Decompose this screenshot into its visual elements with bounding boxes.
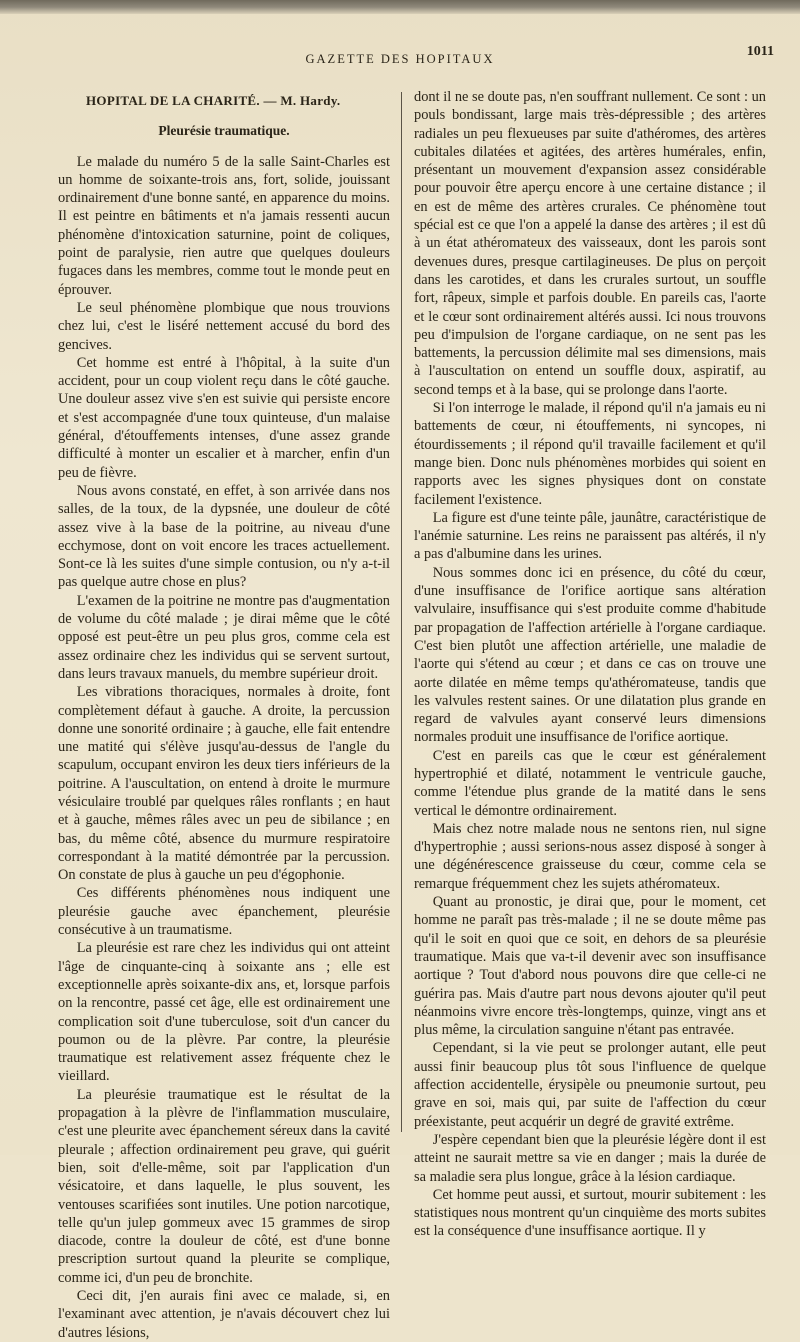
column-divider (401, 92, 402, 1132)
running-head: GAZETTE DES HOPITAUX (305, 52, 495, 66)
right-column (414, 88, 766, 1241)
paragraph: Les vibrations thoraciques, normales à droite, font complètement défaut à gauche. A droite, la percussion donne une sonorité ordinaire ; à gauche, elle fait entendre une matité qui s'élève jusqu'au-dessus de l'angle du scapulum, occupant environ les deux tiers inférieurs de la poitrine. A l'auscultation, on entend à droite le murmure vésiculaire troublé par quelques râles ronflants ; en haut et à gauche, mêmes râles avec un peu de sibilance ; en bas, du même côté, absence du murmure respiratoire correspondant à la matité démontrée par la percussion. On constate de plus à gauche un peu d'égophonie. (58, 684, 390, 884)
paragraph: Ceci dit, j'en aurais fini avec ce malade, si, en l'examinant avec attention, je n'avais découvert chez lui d'autres lésions, (58, 1288, 390, 1341)
page-number: 1011 (746, 44, 774, 59)
paragraph: J'espère cependant bien que la pleurésie légère dont il est atteint ne saurait mettre sa vie en danger ; mais la durée de sa maladie sera plus longue, grâce à la lésion cardiaque. (414, 1131, 766, 1185)
paragraph: Cependant, si la vie peut se prolonger autant, elle peut aussi finir beaucoup plus tôt sous l'influence de quelque affection accidentelle, érysipèle ou pneumonie surtout, peu grave en soi, mais qui, par suite de l'affection du cœur préexistante, peut acquérir un degré de gravité extrême. (414, 1040, 766, 1130)
paragraph: Le seul phénomène plombique que nous trouvions chez lui, c'est le liséré nettement accusé du bord des gencives. (58, 299, 390, 353)
paragraph: Nous avons constaté, en effet, à son arrivée dans nos salles, de la toux, de la dypsnée, une douleur de côté assez vive à la base de la poitrine, au niveau d'une ecchymose, dont on voit encore les traces actuellement. Sont-ce là les suites d'une simple contusion, ou n'y a-t-il pas quelque autre chose en plus? (58, 482, 390, 591)
paragraph: dont il ne se doute pas, n'en souffrant nullement. Ce sont : un pouls bondissant, large mais très-dépressible ; des artères radiales un peu flexueuses par suite d'athéromes, des artères cubitales dilatées et agitées, des artères humérales, enfin, présentant un mouvement d'expansion assez considérable pour pouvoir être aperçu encore à une certaine distance ; il en est de même des artères crurales. Ce phénomène tout spécial est ce que l'on a appelé la danse des artères ; il est dû à un état athéromateux des vaisseaux, dont les parois sont devenues dures, presque cartilagineuses. De plus on perçoit dans les carotides, et dans les crurales surtout, un souffle fort, râpeux, simple et parfois double. En pareils cas, l'aorte et le cœur sont ordinairement altérés aussi. Ici nous trouvons peu d'impulsion de l'organe cardiaque, on ne sent pas les battements, la percussion délimite mal ses dimensions, mais à l'auscultation on entend un souffle doux, aspiratif, au second temps et à la base, qui se prolonge dans l'aorte. (414, 89, 766, 398)
paragraph: C'est en pareils cas que le cœur est généralement hypertrophié et dilaté, notamment le ventricule gauche, comme l'étendue plus grande de la matité dans le sens vertical le démontre ordinairement. (414, 747, 766, 819)
paragraph: Cet homme peut aussi, et surtout, mourir subitement : les statistiques nous montrent qu'un cinquième des morts subites est la conséquence d'une insuffisance aortique. Il y (414, 1186, 766, 1240)
paragraph: Ces différents phénomènes nous indiquent une pleurésie gauche avec épanchement, pleurésie consécutive à un traumatisme. (58, 885, 390, 939)
left-column (58, 88, 390, 1342)
paragraph: Mais chez notre malade nous ne sentons rien, nul signe d'hypertrophie ; aussi serions-nous assez disposé à songer à une dégénérescence graisseuse du cœur, comme cela se remarque fréquemment chez les sujets athéromateux. (414, 820, 766, 892)
paragraph: La pleurésie traumatique est le résultat de la propagation à la plèvre de l'inflammation musculaire, c'est une pleurite avec épanchement séreux dans la cavité pleurale ; affection ordinairement peu grave, qui guérit bien, soit d'elle-même, soit par l'application d'un vésicatoire, et dans laquelle, le plus souvent, les ventouses scarifiées sont inutiles. Une potion narcotique, telle qu'un julep gommeux avec 15 grammes de sirop diacode, contre la douleur de côté, est d'une bonne prescription surtout quand la pleurite se complique, comme ici, d'un peu de bronchite. (58, 1086, 390, 1286)
paragraph: Nous sommes donc ici en présence, du côté du cœur, d'une insuffisance de l'orifice aortique sans altération valvulaire, insuffisance qui s'est produite comme d'habitude par propagation de l'affection artérielle à l'organe cardiaque. C'est bien plutôt une affection artérielle, une maladie de l'aorte qui s'étend au cœur ; et dans ce cas on trouve une aorte dilatée en même temps qu'athéromateuse, tandis que les valvules restent saines. Or une dilatation plus grande en regard de valvules ayant conservé leurs dimensions normales produit une insuffisance de l'orifice aortique. (414, 564, 766, 746)
paragraph: La figure est d'une teinte pâle, jaunâtre, caractéristique de l'anémie saturnine. Les reins ne paraissent pas altérés, il n'y a pas d'albumine dans les urines. (414, 509, 766, 563)
hospital-heading: HOPITAL DE LA CHARITÉ. — M. Hardy. (86, 93, 341, 108)
paragraph: Cet homme est entré à l'hôpital, à la suite d'un accident, pour un coup violent reçu dans le côté gauche. Une douleur assez vive s'en est suivie qui persiste encore et s'est accompagnée d'une toux quinteuse, d'un malaise général, d'étouffements intenses, d'une assez grande difficulté à monter un escalier et à marcher, enfin d'un peu de fièvre. (58, 354, 390, 481)
paragraph: Si l'on interroge le malade, il répond qu'il n'a jamais eu ni battements de cœur, ni étouffements, ni syncopes, ni étourdissements ; il répond qu'il travaille facilement et qu'il mange bien. Donc nuls phénomènes morbides qui soient en rapports avec les signes physiques dont on constate facilement l'existence. (414, 400, 766, 508)
top-edge-rule (0, 0, 800, 14)
paragraph: L'examen de la poitrine ne montre pas d'augmentation de volume du côté malade ; je dirai même que le côté opposé est peut-être un peu plus gros, comme cela est assez ordinaire chez les individus qui se servent surtout, dans leurs travaux manuels, du membre supérieur droit. (58, 592, 390, 682)
paragraph: Le malade du numéro 5 de la salle Saint-Charles est un homme de soixante-trois ans, fort, solide, jouissant ordinairement d'une bonne santé, en apparence du moins. Il est peintre en bâtiments et n'a jamais ressenti aucun phénomène d'intoxication saturnine, point de coliques, point de paralysie, rien autre que quelques douleurs fugaces dans les membres, comme tout le monde peut en éprouver. (58, 153, 390, 298)
article-subtitle: Pleurésie traumatique. (158, 123, 290, 139)
paragraph: La pleurésie est rare chez les individus qui ont atteint l'âge de cinquante-cinq à soixante ans ; elle est exceptionnelle après soixante-dix ans, et, lorsque parfois on la rencontre, passé cet âge, elle est ordinairement une complication soit d'une tuberculose, soit d'un cancer du poumon ou de la plèvre. Par contre, la pleurésie traumatique est relativement assez fréquente chez le vieillard. (58, 940, 390, 1085)
paragraph: Quant au pronostic, je dirai que, pour le moment, cet homme ne paraît pas très-malade ; il ne se doute même pas qu'il le soit en quoi que ce soit, en dehors de sa pleurésie traumatique. Mais que va-t-il devenir avec son insuffisance aortique ? Tout d'abord nous pouvons dire que celle-ci ne guérira pas. Mais d'autre part nous devons ajouter qu'il peut néanmoins vivre encore très-longtemps, quinze, vingt ans et plus même, la circulation sanguine n'étant pas entravée. (414, 894, 766, 1039)
